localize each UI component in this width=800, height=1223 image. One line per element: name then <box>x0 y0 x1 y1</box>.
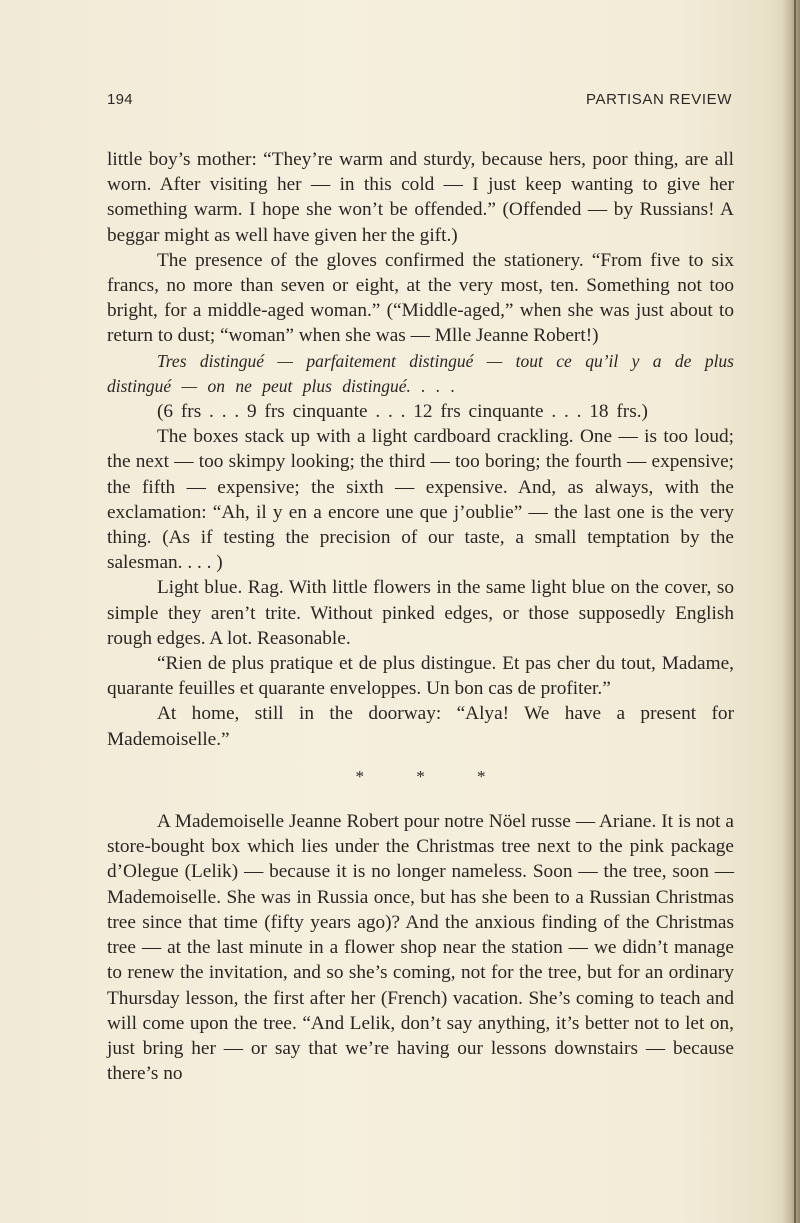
page-spine-edge <box>794 0 796 1223</box>
section-break: * * * <box>355 766 510 786</box>
paragraph: At home, still in the doorway: “Alya! We have a present for Mademoiselle.” <box>107 703 734 750</box>
paragraph: (6 frs . . . 9 frs cinquante . . . 12 frs cinquante . . . 18 frs.) <box>157 401 648 423</box>
paragraph: little boy’s mother: “They’re warm and sturdy, because hers, poor thing, are all worn. After visiting her — in this cold — I just keep wanting to give her something warm. I hope she won’t be offended.” (Offended — by Russians! A beggar might as well have given her the gift.) <box>107 149 734 246</box>
page-spine-shadow <box>782 0 800 1223</box>
page-number: 194 <box>107 91 133 108</box>
page-header <box>107 91 732 113</box>
running-head: PARTISAN REVIEW <box>586 91 732 108</box>
paragraph: The presence of the gloves confirmed the stationery. “From five to six francs, no more than seven or eight, at the very most, ten. Something not too bright, for a middle-aged woman.” (“Middle-aged,” when she was just about to return to dust; “woman” when she was — Mlle Jeanne Robert!) <box>107 249 734 347</box>
paragraph: “Rien de plus pratique et de plus distingue. Et pas cher du tout, Madame, quarante feuilles et quarante enveloppes. Un bon cas de profiter.” <box>107 653 734 700</box>
body-text <box>107 147 734 1086</box>
paragraph: A Mademoiselle Jeanne Robert pour notre Nöel russe — Ariane. It is not a store-bought box which lies under the Christmas tree next to the pink package d’Olegue (Lelik) — because it is no longer nameless. Soon — the tree, soon — Mademoiselle. She was in Russia once, but has she been to a Russian Christmas tree since that time (fifty years ago)? And the anxious finding of the Christmas tree — at the last minute in a flower shop near the station — we didn’t manage to renew the invitation, and so she’s coming, not for the tree, but for an ordinary Thursday lesson, the first after her (French) vacation. She’s coming to teach and will come upon the tree. “And Lelik, don’t say anything, it’s better not to let on, just bring her — or say that we’re having our lessons downstairs — because there’s no <box>107 811 734 1085</box>
paragraph: The boxes stack up with a light cardboard crackling. One — is too loud; the next — too skimpy looking; the third — too boring; the fourth — expensive; the fifth — expensive; the sixth — expensive. And, as always, with the exclamation: “Ah, il y en a encore une que j’oublie” — the last one is the very thing. (As if testing the precision of our taste, a small temptation by the salesman. . . . ) <box>107 426 734 574</box>
italic-paragraph: Tres distingué — parfaitement distingué — tout ce qu’il y a de plus distingué — on ne peut plus distingué. . . . <box>107 350 734 396</box>
paragraph: Light blue. Rag. With little flowers in the same light blue on the cover, so simple they aren’t trite. Without pinked edges, or those supposedly English rough edges. A lot. Reasonable. <box>107 577 734 649</box>
